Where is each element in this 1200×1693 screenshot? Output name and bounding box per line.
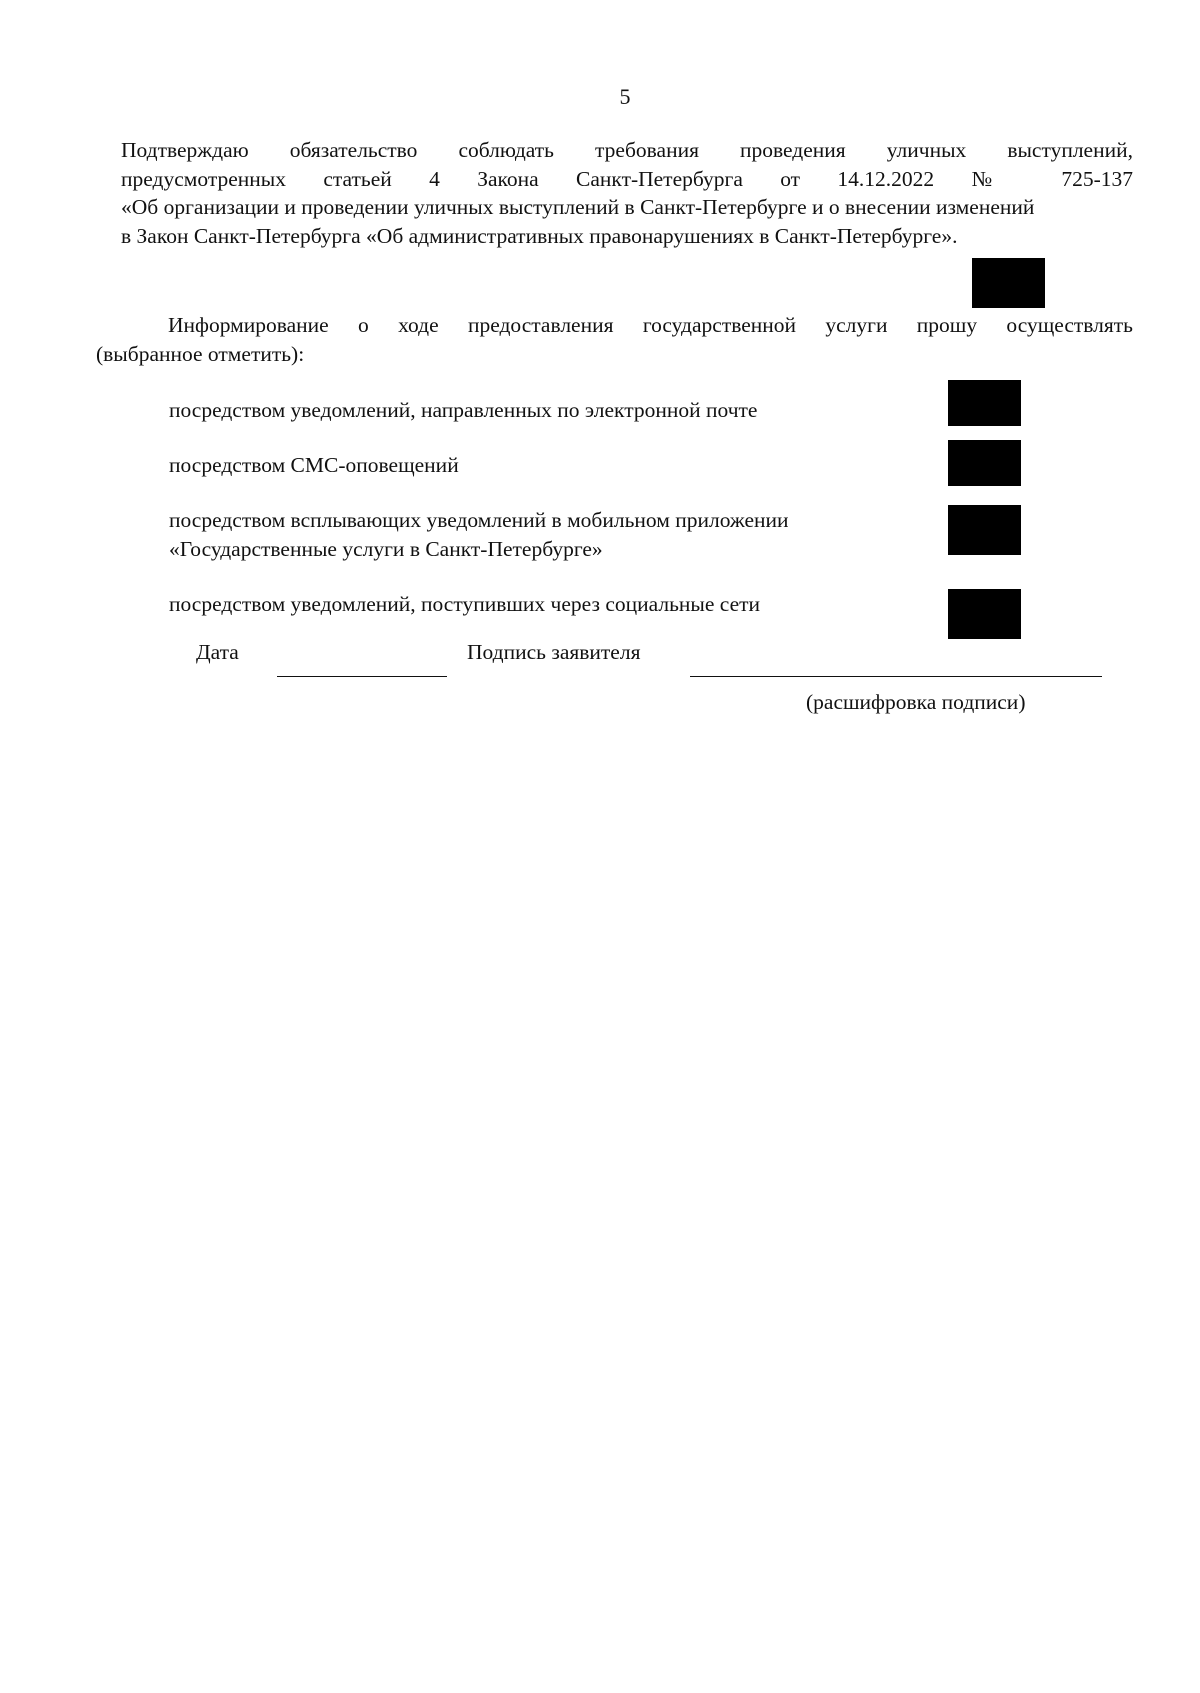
commitment-paragraph [121,136,1133,250]
option-social-checkbox[interactable] [948,589,1021,639]
informing-line: Информирование о ходе предоставления государственной услуги прошу осуществлять [168,313,1133,337]
page-number: 5 [619,84,631,109]
commitment-line: предусмотренных статьей 4 Закона Санкт-Петербурга от 14.12.2022 № 725-137 [121,166,1133,191]
commitment-line: «Об организации и проведении уличных выступлений в Санкт-Петербурге и о внесении изменений [121,195,1035,219]
signature-line [690,676,1102,677]
informing-paragraph [96,311,1133,368]
option-push-label-line: «Государственные услуги в Санкт-Петербурге» [169,536,603,561]
option-push-label-line: посредством всплывающих уведомлений в мобильном приложении [169,508,789,532]
option-email-label: посредством уведомлений, направленных по электронной почте [169,398,758,422]
date-line [277,676,447,677]
redaction-block [972,258,1045,308]
commitment-line: Подтверждаю обязательство соблюдать требования проведения уличных выступлений, [121,138,1133,162]
option-push-checkbox[interactable] [948,505,1021,555]
option-social-label: посредством уведомлений, поступивших через социальные сети [169,592,761,616]
option-sms-checkbox[interactable] [948,440,1021,486]
signature-label: Подпись заявителя [467,640,641,664]
option-email-checkbox[interactable] [948,380,1021,426]
commitment-line: в Закон Санкт-Петербурга «Об административных правонарушениях в Санкт-Петербурге». [121,223,958,248]
signature-decoding-label: (расшифровка подписи) [806,690,1026,714]
informing-line: (выбранное отметить): [96,341,305,366]
date-label: Дата [196,640,239,664]
option-push-label [169,506,789,563]
option-sms-label: посредством СМС-оповещений [169,453,459,477]
